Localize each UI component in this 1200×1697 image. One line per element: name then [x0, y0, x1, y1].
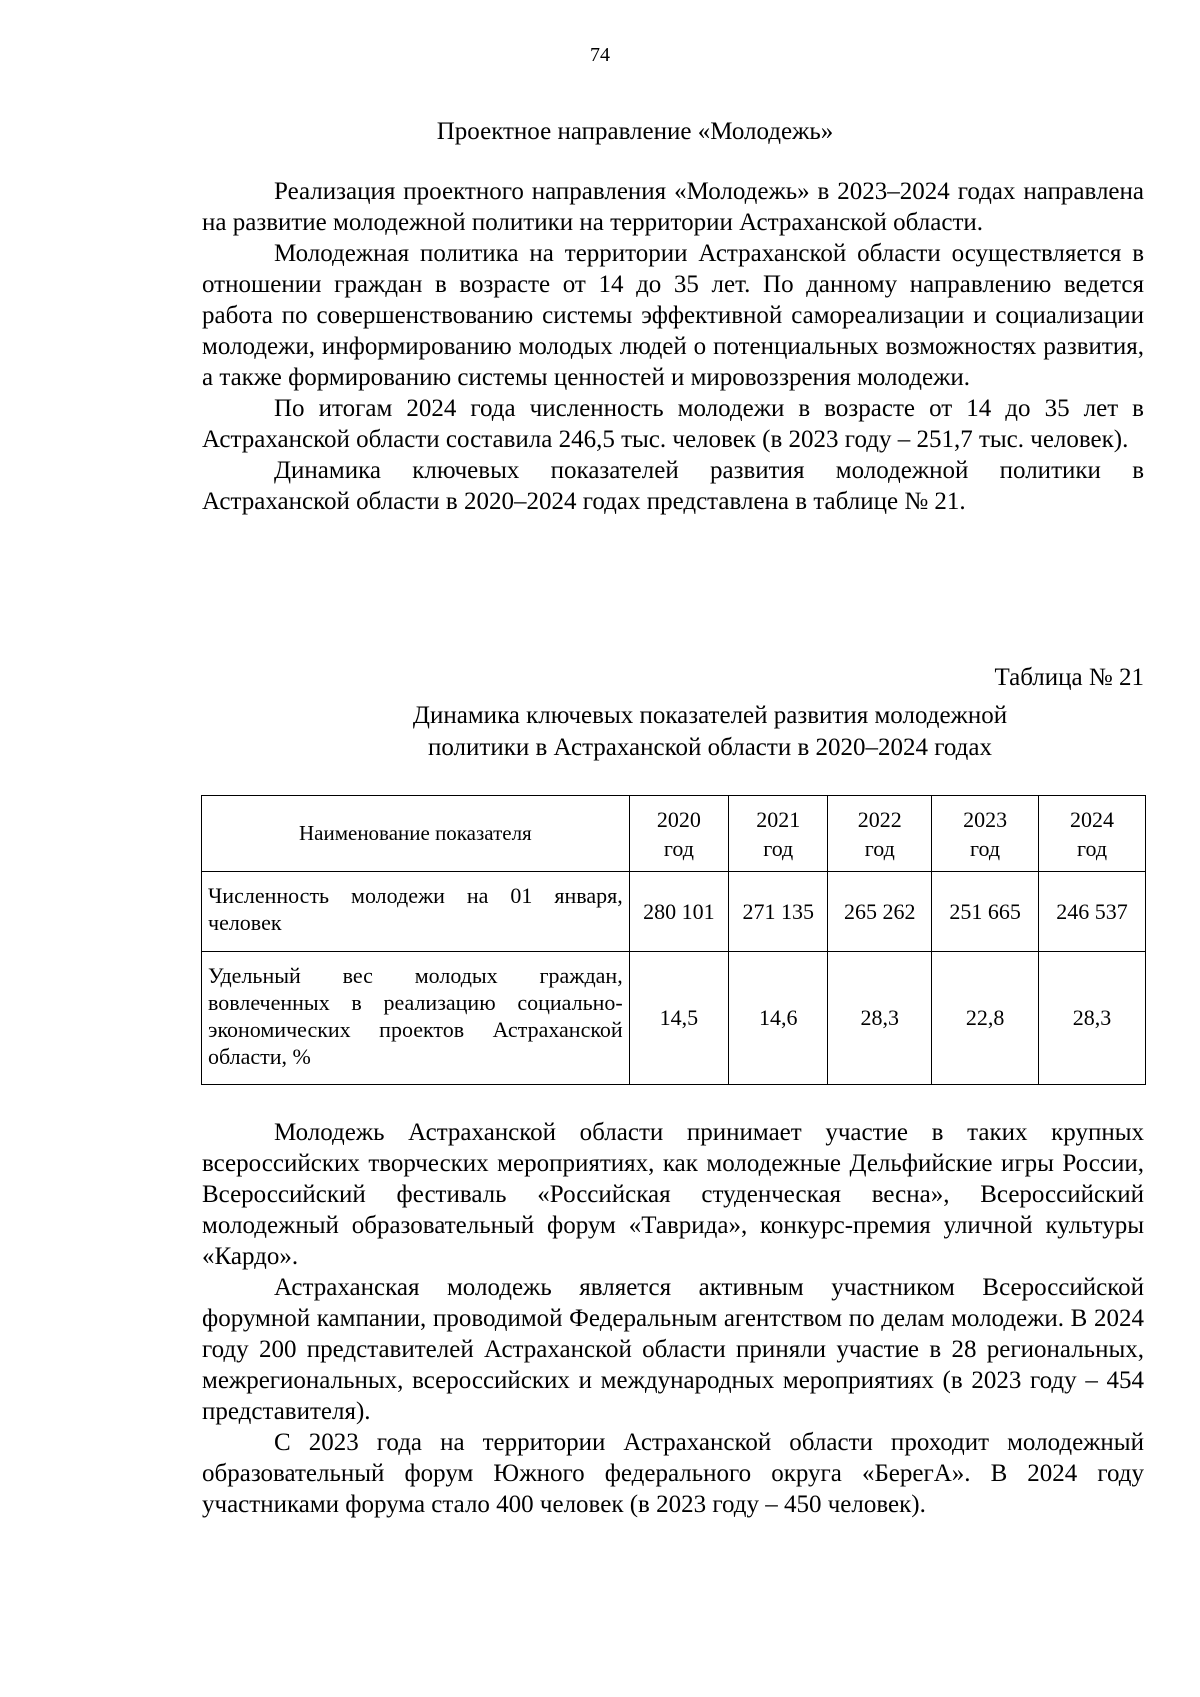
row-value: 28,3 — [1039, 952, 1146, 1085]
paragraph: Молодежная политика на территории Астраханской области осуществляется в отношении граждан в возрасте от 14 до 35 лет. По данному направлению ведется работа по совершенствованию системы эффективной самореализации и социализации молодежи, информированию молодых людей о потенциальных возможностях развития, а также формированию системы ценностей и мировоззрения молодежи. — [202, 240, 1144, 391]
row-value: 246 537 — [1039, 872, 1146, 952]
header-year-unit: год — [1076, 835, 1108, 861]
header-name: Наименование показателя — [202, 796, 630, 872]
table-title-line: политики в Астраханской области в 2020–2024 годах — [428, 734, 992, 761]
paragraph: С 2023 года на территории Астраханской области проходит молодежный образовательный форум Южного федерального округа «БерегА». В 2024 году участниками форума стало 400 человек (в 2023 году – 450 человек). — [202, 1429, 1144, 1518]
indicators-table — [201, 795, 1146, 1085]
table-row — [202, 872, 1146, 952]
row-value: 22,8 — [932, 952, 1039, 1085]
header-year-value: 2021 — [756, 806, 801, 832]
page-number: 74 — [590, 44, 610, 66]
header-year-value: 2023 — [963, 806, 1008, 832]
table-title-line: Динамика ключевых показателей развития молодежной — [412, 702, 1008, 729]
header-year-value: 2020 — [656, 806, 701, 832]
paragraph: Динамика ключевых показателей развития молодежной политики в Астраханской области в 2020–2024 годах представлена в таблице № 21. — [202, 457, 1144, 515]
paragraph: Реализация проектного направления «Молодежь» в 2023–2024 годах направлена на развитие молодежной политики на территории Астраханской области. — [202, 178, 1144, 236]
header-year-unit: год — [970, 835, 1001, 861]
header-year — [1039, 796, 1146, 872]
header-year — [828, 796, 932, 872]
section-title: Проектное направление «Молодежь» — [436, 118, 834, 145]
row-value: 271 135 — [729, 872, 828, 952]
row-value: 280 101 — [629, 872, 728, 952]
row-value: 14,5 — [629, 952, 728, 1085]
header-year — [729, 796, 828, 872]
table-label: Таблица № 21 — [994, 664, 1144, 691]
paragraph: Молодежь Астраханской области принимает участие в таких крупных всероссийских творческих мероприятиях, как молодежные Дельфийские игры России, Всероссийский фестиваль «Российская студенческая весна», Всероссийский молодежный образовательный форум «Таврида», конкурс-премия уличной культуры «Кардо». — [202, 1119, 1144, 1270]
row-name: Удельный вес молодых граждан, вовлеченных в реализацию социально-экономических проектов Астраханской области, % — [202, 952, 630, 1085]
header-year-value: 2022 — [857, 806, 902, 832]
body-text-top — [202, 176, 1144, 517]
header-year-value: 2024 — [1070, 806, 1115, 832]
table-header-row — [202, 796, 1146, 872]
header-year — [932, 796, 1039, 872]
table-row — [202, 952, 1146, 1085]
row-value: 251 665 — [932, 872, 1039, 952]
paragraph: Астраханская молодежь является активным участником Всероссийской форумной кампании, проводимой Федеральным агентством по делам молодежи. В 2024 году 200 представителей Астраханской области приняли участие в 28 региональных, межрегиональных, всероссийских и международных мероприятиях (в 2023 году – 454 представителя). — [202, 1274, 1144, 1425]
header-year-unit: год — [864, 835, 895, 861]
row-value: 265 262 — [828, 872, 932, 952]
row-value: 14,6 — [729, 952, 828, 1085]
row-value: 28,3 — [828, 952, 932, 1085]
header-year-unit: год — [763, 835, 794, 861]
row-name: Численность молодежи на 01 января, человек — [202, 872, 630, 952]
paragraph: По итогам 2024 года численность молодежи в возрасте от 14 до 35 лет в Астраханской области составила 246,5 тыс. человек (в 2023 году – 251,7 тыс. человек). — [202, 395, 1144, 453]
body-text-bottom — [202, 1117, 1144, 1520]
table-title — [360, 700, 1060, 764]
header-year-unit: год — [663, 835, 694, 861]
header-year — [629, 796, 728, 872]
